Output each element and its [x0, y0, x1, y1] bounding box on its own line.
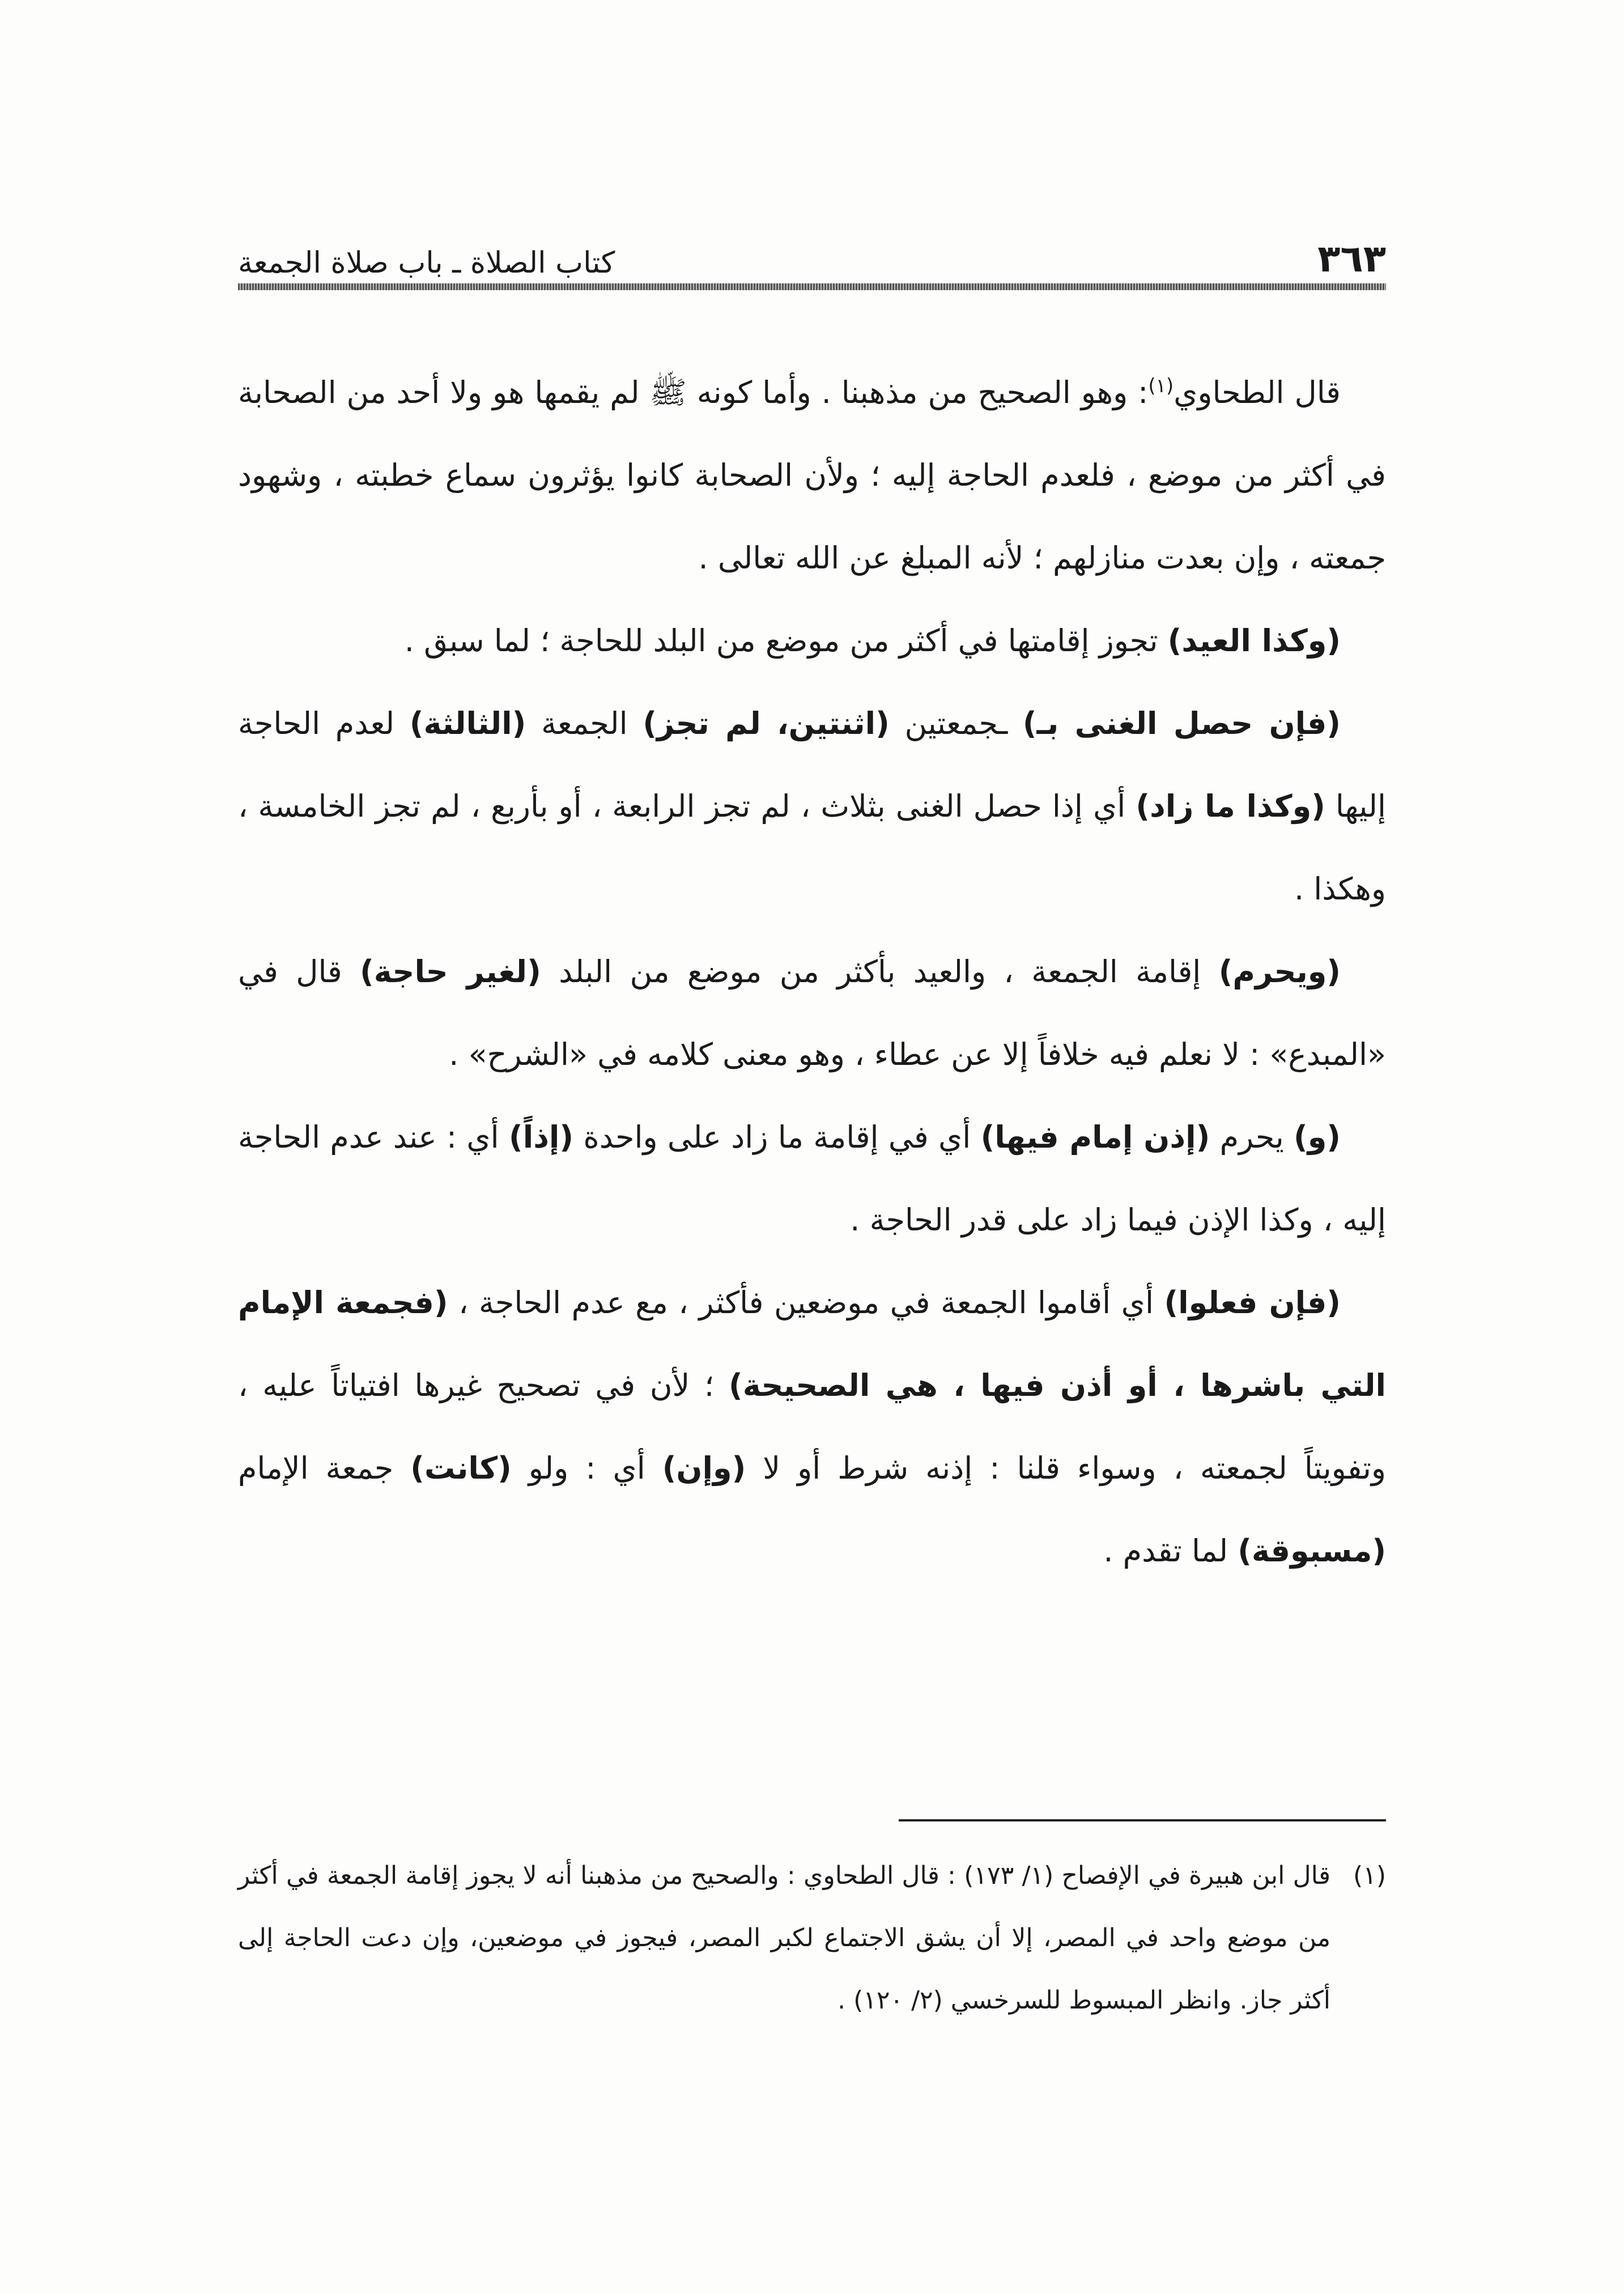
- footnote-text: قال ابن هبيرة في الإفصاح (١/ ١٧٣) : قال الطحاوي : والصحيح من مذهبنا أنه لا يجوز إقامة الجمعة في أكثر من موضع واحد في المصر، إلا أن يشق الاجتماع لكبر المصر، فيجوز في موضعين، وإن دعت الحاجة إلى أكثر جاز. وانظر المبسوط للسرخسي (٢/ ١٢٠) .: [238, 1861, 1331, 2015]
- main-text: [238, 351, 1386, 1593]
- commentary-text: الجمعة: [526, 706, 643, 741]
- commentary-text: لعدم الحاجة إليها: [238, 706, 1387, 824]
- commentary-text: جمعة الإمام: [238, 1450, 411, 1486]
- page-number: ٣٦٣: [1317, 237, 1386, 281]
- commentary-text: : وهو الصحيح من مذهبنا . وأما كونه ﷺ لم يقمها هو ولا أحد من الصحابة في أكثر من موضع ، فلعدم الحاجة إليه ؛ ولأن الصحابة كانوا يؤثرون سماع خطبته ، وشهود جمعته ، وإن بعدت منازلهم ؛ لأنه المبلغ عن الله تعالى .: [238, 375, 1386, 576]
- paragraph: [238, 931, 1386, 1096]
- commentary-text: يحرم: [1210, 1119, 1294, 1155]
- matn-phrase: (و): [1294, 1119, 1341, 1155]
- header-rule: [238, 283, 1386, 290]
- paragraph: [238, 1262, 1386, 1593]
- commentary-text: أي إذا حصل الغنى بثلاث ، لم تجز الرابعة ، أو بأربع ، لم تجز الخامسة ، وهكذا .: [238, 788, 1386, 907]
- matn-phrase: (إذن إمام فيها): [980, 1119, 1210, 1155]
- paragraph: [238, 682, 1386, 931]
- matn-phrase: (فجمعة الإمام التي باشرها ، أو أذن فيها ، هي الصحيحة): [238, 1285, 1386, 1403]
- matn-phrase: (فإن فعلوا): [1164, 1285, 1341, 1320]
- commentary-text: لما تقدم .: [1103, 1533, 1238, 1569]
- matn-phrase: (إذاً): [509, 1119, 574, 1155]
- commentary-text: أي أقاموا الجمعة في موضعين فأكثر ، مع عدم الحاجة ،: [448, 1285, 1164, 1320]
- footnote-rule: [899, 1819, 1386, 1821]
- matn-phrase: (اثنتين، لم تجز): [643, 706, 890, 741]
- commentary-text: أي : عند عدم الحاجة إليه ، وكذا الإذن فيما زاد على قدر الحاجة .: [238, 1119, 1386, 1238]
- commentary-text: إقامة الجمعة ، والعيد بأكثر من موضع من البلد: [541, 954, 1219, 990]
- commentary-text: ـجمعتين: [889, 706, 1023, 741]
- paragraph: [238, 351, 1386, 600]
- paragraph: [238, 1096, 1386, 1262]
- commentary-text: ؛ لأن في تصحيح غيرها افتياتاً عليه ، وتفويتاً لجمعته ، وسواء قلنا : إذنه شرط أو لا: [238, 1368, 1386, 1486]
- footnote: [238, 1845, 1386, 2032]
- matn-phrase: (كانت): [410, 1450, 512, 1486]
- commentary-text: قال في «المبدع» : لا نعلم فيه خلافاً إلا عن عطاء ، وهو معنى كلامه في «الشرح» .: [238, 954, 1386, 1072]
- commentary-text: أي : ولو: [511, 1450, 662, 1486]
- commentary-text: أي في إقامة ما زاد على واحدة: [573, 1119, 981, 1155]
- commentary-text: تجوز إقامتها في أكثر من موضع من البلد للحاجة ؛ لما سبق .: [404, 623, 1168, 659]
- running-head: [238, 215, 1386, 281]
- footnote-marker: (١): [1353, 1861, 1386, 1890]
- commentary-text: قال الطحاوي: [1174, 375, 1341, 410]
- matn-phrase: (الثالثة): [409, 706, 526, 741]
- paragraph: [238, 600, 1386, 682]
- matn-phrase: (مسبوقة): [1238, 1533, 1386, 1569]
- matn-phrase: (وإن): [662, 1450, 746, 1486]
- matn-phrase: (وكذا العيد): [1167, 623, 1341, 659]
- matn-phrase: (وكذا ما زاد): [1136, 788, 1325, 824]
- matn-phrase: (ويحرم): [1218, 954, 1341, 990]
- footnote-reference: (١): [1148, 375, 1174, 397]
- running-title: كتاب الصلاة ـ باب صلاة الجمعة: [238, 246, 615, 280]
- matn-phrase: (فإن حصل الغنى بـ): [1022, 706, 1341, 741]
- matn-phrase: (لغير حاجة): [360, 954, 541, 990]
